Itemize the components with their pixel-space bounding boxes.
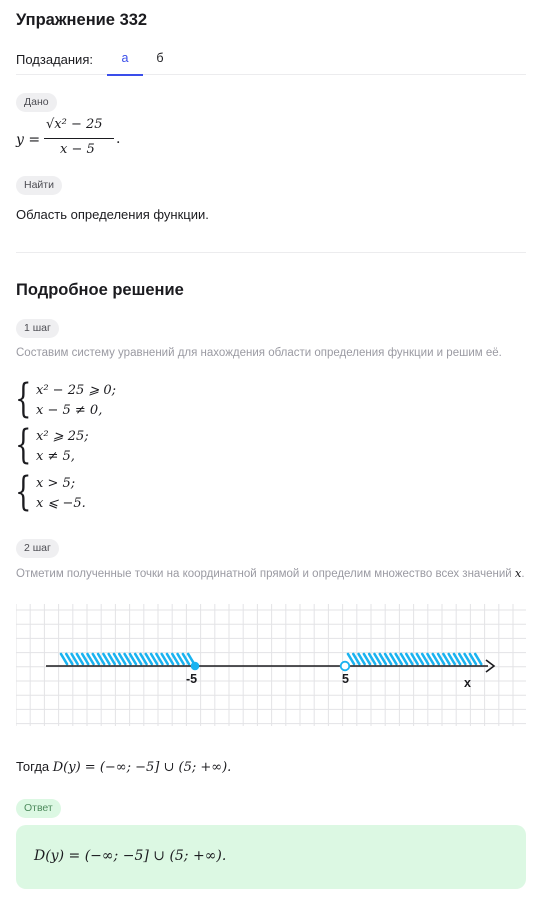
page-title: Упражнение 332 — [16, 11, 148, 29]
given-chip: Дано — [16, 93, 57, 112]
fraction-numerator: √x² − 25 — [46, 117, 103, 132]
system-3 — [15, 469, 216, 516]
system-line: x > 5; — [36, 476, 76, 491]
system-2 — [15, 422, 216, 469]
fraction-denominator: x − 5 — [60, 142, 95, 157]
step2-text: Отметим полученные точки на координатной прямой и определим множество всех значений x. — [16, 566, 525, 580]
subtasks-bar — [16, 50, 526, 75]
step1-chip: 1 шаг — [16, 319, 59, 338]
system-line: x ≠ 5, — [36, 449, 75, 464]
section-divider — [16, 252, 526, 253]
given-end: . — [116, 131, 121, 147]
number-line-figure — [16, 604, 526, 726]
system-brace: { — [15, 376, 32, 422]
system-line: x ⩽ −5. — [36, 496, 86, 511]
solution-heading: Подробное решение — [16, 281, 184, 299]
point-label-minus-5: -5 — [186, 672, 198, 686]
point-minus-5 — [191, 662, 200, 671]
system-line: x² − 25 ⩾ 0; — [36, 383, 117, 398]
system-1 — [15, 376, 216, 423]
answer-box — [16, 825, 526, 889]
point-label-5: 5 — [342, 672, 349, 686]
find-chip: Найти — [16, 176, 62, 195]
subtask-tab-a[interactable]: а — [107, 51, 143, 65]
find-text: Область определения функции. — [16, 207, 209, 222]
answer-chip: Ответ — [16, 799, 61, 818]
system-line: x² ⩾ 25; — [36, 429, 89, 444]
step1-text: Составим систему уравнений для нахождения области определения функции и решим её. — [16, 347, 502, 359]
given-lhs: y = — [16, 132, 41, 148]
system-brace: { — [15, 469, 32, 515]
system-line: x − 5 ≠ 0, — [36, 403, 103, 418]
subtask-tab-b[interactable]: б — [156, 51, 164, 65]
axis-label-x: x — [464, 676, 471, 690]
point-5 — [341, 662, 350, 671]
fraction-bar — [44, 138, 114, 139]
system-brace: { — [15, 422, 32, 468]
subtasks-label: Подзадания: — [16, 52, 93, 67]
then-statement: Тогда D(y) = (−∞; −5] ∪ (5; +∞). — [16, 759, 232, 775]
step2-chip: 2 шаг — [16, 539, 59, 558]
number-line-svg — [16, 604, 526, 726]
answer-expression: D(y) = (−∞; −5] ∪ (5; +∞). — [34, 848, 227, 864]
